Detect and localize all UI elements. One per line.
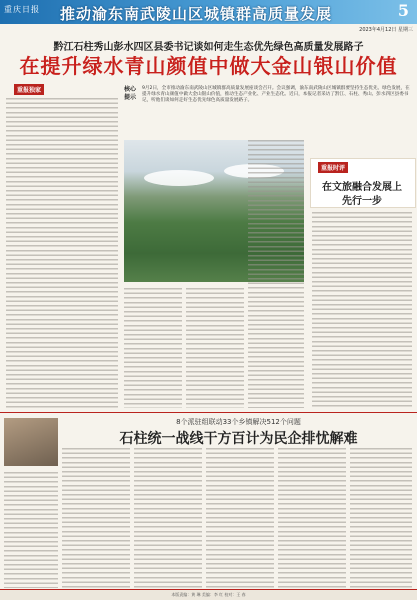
bottom-column-5 xyxy=(278,448,346,588)
masthead-banner xyxy=(0,0,417,24)
newspaper-logo: 重庆日报 xyxy=(4,5,40,14)
core-summary xyxy=(124,86,410,132)
issue-date: 2023年4月12日 星期三 xyxy=(359,27,413,33)
page-footer: 本版责编：黄 琳 美编：李 红 校对：王 春 xyxy=(0,589,417,600)
bottom-column-6 xyxy=(350,448,412,588)
bottom-column-4 xyxy=(206,448,274,588)
article-column-4 xyxy=(248,140,304,408)
top-story-kicker: 黔江石柱秀山彭水四区县委书记谈如何走生态优先绿色高质量发展路子 xyxy=(53,42,364,53)
bottom-column-1 xyxy=(4,472,58,588)
bottom-column-3 xyxy=(134,448,202,588)
bottom-story-kicker: 8个派驻组联动33个乡镇解决512个问题 xyxy=(176,418,301,426)
section-tag: 重报独家 xyxy=(14,84,44,95)
section-divider xyxy=(0,412,417,413)
commentary-tag: 重报时评 xyxy=(318,162,348,173)
commentary-body xyxy=(312,212,412,408)
article-column-3 xyxy=(186,288,244,408)
cloud-shape xyxy=(144,170,214,186)
commentary-title-line2: 先行一步 xyxy=(342,196,382,207)
core-label: 核心提示 xyxy=(124,86,137,101)
article-column-1 xyxy=(6,98,118,408)
article-column-2 xyxy=(124,288,182,408)
bottom-column-2 xyxy=(62,448,130,588)
commentary-title-line1: 在文旅融合发展上 xyxy=(322,182,402,193)
top-story-headline: 在提升绿水青山颜值中做大金山银山价值 xyxy=(19,54,398,78)
core-text: 9月2日，全市推动渝东南武陵山区城镇群高质量发展座谈会召开。会议强调，渝东南武陵山区城镇群要坚持生态优先、绿色发展，在提升绿水青山颜值中做大金山银山价值，推动生态产业化、产业生态化。近日，本报记者采访了黔江、石柱、秀山、彭水四区县委书记，听他们谈如何走好生态优先绿色高质量发展路子。 xyxy=(142,86,410,103)
news-photo xyxy=(4,418,58,466)
page-number: 5 xyxy=(397,1,409,20)
section-title: 推动渝东南武陵山区城镇群高质量发展 xyxy=(60,5,333,23)
bottom-story-headline: 石柱统一战线干方百计为民企排忧解难 xyxy=(119,431,358,447)
